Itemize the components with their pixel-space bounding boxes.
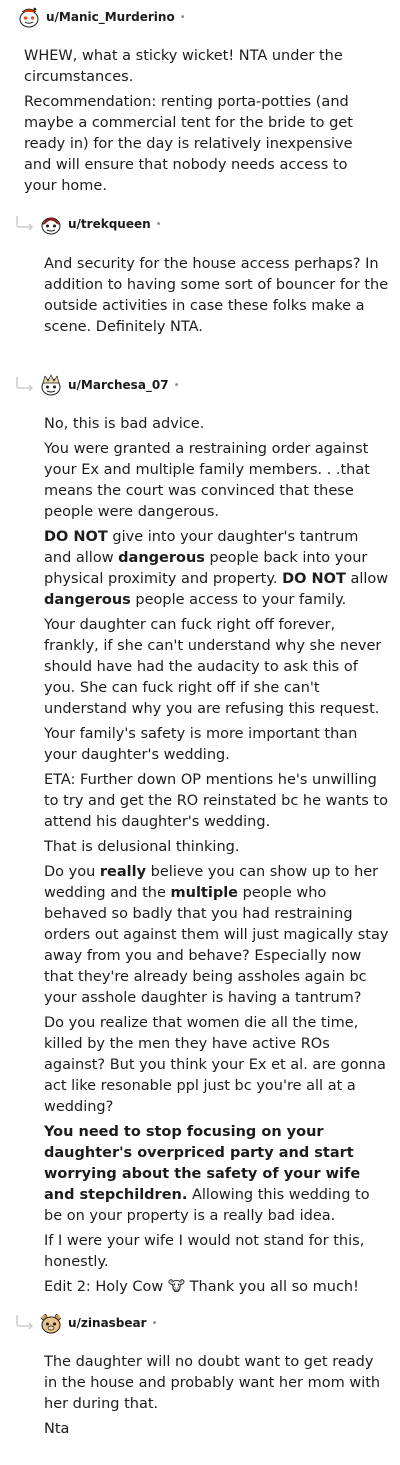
cow-emoji-icon: 🐮 [167, 1279, 186, 1295]
bold-text: You need to stop focusing on your daughter's overpriced party and start worrying about the safety of your wife and stepchildren. [44, 1124, 361, 1203]
bold-text: DO NOT [44, 529, 108, 545]
comment-paragraph: Do you realize that women die all the time, killed by the men they have active ROs against? But you think your Ex et al. are gonna act like resonable ppl just bc you're all at a wedding? [44, 1015, 386, 1115]
text-span: believe you can show up to her wedding and the [44, 864, 379, 901]
comment-paragraph: Your family's safety is more important than your daughter's wedding. [44, 726, 358, 763]
snoo-avatar-icon [40, 1312, 62, 1334]
comment-body [24, 46, 384, 201]
username[interactable]: u/trekqueen [68, 217, 151, 231]
comment-paragraph: And security for the house access perhaps? In addition to having some sort of bouncer for the outside activities in case these folks make a scene. Definitely NTA. [44, 256, 389, 335]
separator-dot: • [179, 11, 186, 23]
snoo-avatar-icon [40, 213, 62, 235]
text-span: people access to your family. [130, 592, 347, 608]
comment-paragraph: Nta [44, 1421, 70, 1437]
reply-thread-icon [14, 1314, 36, 1330]
comment-paragraph: You were granted a restraining order against your Ex and multiple family members. . .that means the court was convinced that these people were dangerous. [44, 441, 370, 520]
comment-paragraph: Recommendation: renting porta-potties (and maybe a commercial tent for the bride to get ready in) for the day is relatively inexpensive and will ensure that nobody needs access to your home. [24, 94, 353, 194]
comment-header [40, 373, 180, 397]
comment-body [44, 1352, 389, 1444]
user-avatar[interactable] [40, 1312, 62, 1334]
comment-header [18, 5, 186, 29]
comment-paragraph: That is delusional thinking. [44, 839, 240, 855]
separator-dot: • [155, 218, 162, 230]
comment-paragraph [44, 527, 389, 611]
bold-text: multiple [170, 885, 239, 901]
comment-paragraph: ETA: Further down OP mentions he's unwilling to try and get the RO reinstated bc he wants to attend his daughter's wedding. [44, 772, 388, 830]
user-avatar[interactable] [40, 374, 62, 396]
comment-paragraph: No, this is bad advice. [44, 416, 205, 432]
text-span: people who behaved so badly that you had restraining orders out against them will just magically stay away from you and behave? Especially now that they're already being assholes again bc your asshole daughter is having a tantrum? [44, 885, 389, 1006]
user-avatar[interactable] [40, 213, 62, 235]
username[interactable]: u/Manic_Murderino [46, 10, 175, 24]
username[interactable]: u/zinasbear [68, 1316, 147, 1330]
comment-paragraph: WHEW, what a sticky wicket! NTA under the circumstances. [24, 48, 343, 85]
text-span: Thank you all so much! [185, 1279, 359, 1295]
text-span: Do you [44, 864, 100, 880]
comment-paragraph [44, 1277, 389, 1298]
text-span: give into your daughter's tantrum and allow [44, 529, 359, 566]
comment-body [44, 254, 389, 342]
bold-text: DO NOT [282, 571, 346, 587]
snoo-avatar-icon [18, 6, 40, 28]
bold-text: really [99, 864, 147, 880]
username[interactable]: u/Marchesa_07 [68, 378, 169, 392]
comment-paragraph: The daughter will no doubt want to get ready in the house and probably want her mom with her during that. [44, 1354, 381, 1412]
text-span: people back into your physical proximity and property. [44, 550, 368, 587]
comment-paragraph [44, 1122, 389, 1227]
comment-header [40, 1311, 157, 1335]
user-avatar[interactable] [18, 6, 40, 28]
comment-paragraph: If I were your wife I would not stand for this, honestly. [44, 1233, 365, 1270]
text-span: Allowing this wedding to be on your property is a really bad idea. [44, 1187, 370, 1224]
separator-dot: • [173, 379, 180, 391]
reply-thread-icon [14, 376, 36, 392]
separator-dot: • [151, 1317, 158, 1329]
bold-text: dangerous [118, 550, 205, 566]
bold-text: dangerous [44, 592, 131, 608]
comment-header [40, 212, 162, 236]
comment-paragraph: Your daughter can fuck right off forever, frankly, if she can't understand why she never should have had the audacity to ask this of you. She can fuck right off if she can't understand why you are refusing this request. [44, 617, 382, 717]
snoo-avatar-icon [40, 374, 62, 396]
comment-body [44, 414, 389, 1302]
text-span: allow [345, 571, 389, 587]
comment-paragraph [44, 862, 389, 1009]
reply-thread-icon [14, 215, 36, 231]
text-span: Edit 2: Holy Cow [44, 1279, 168, 1295]
